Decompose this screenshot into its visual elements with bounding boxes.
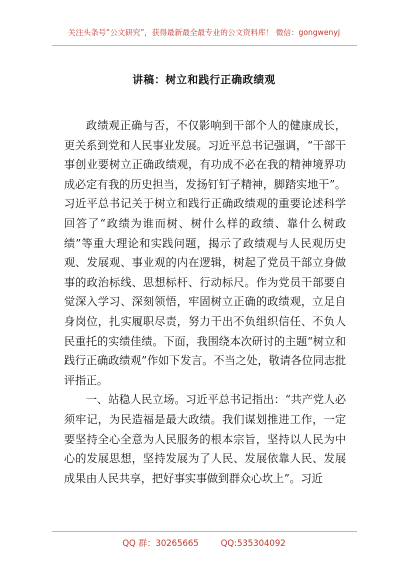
footer-contact: [0, 537, 408, 549]
header-divider: [52, 45, 357, 46]
paragraph-section-one: 一、站稳人民立场。习近平总书记指出：“共产党人必须牢记，为民造福是最大政绩。我们谋划推进工作，一定要坚持全心全意为人民服务的根本宗旨，坚持以人民为中心的发展思想，坚持发展为了人民、发展依靠人民、发展成果由人民共享，把好事实事做到群众心坎上”。习近: [64, 393, 346, 485]
paragraph-intro: 政绩观正确与否，不仅影响到干部个人的健康成长，更关系到党和人民事业发展。习近平总书记强调，“干部干事创业要树立正确政绩观，有功成不必在我的精神境界功成必定有我的历史担当，发扬钉钉子精神，脚踏实地干”。习近平总书记关于树立和践行正确政绩观的重要论述科学回答了“政绩为谁而树、树什么样的政绩、靠什么树政绩”等重大理论和实践问题，揭示了政绩观与人民观历史观、发展观、事业观的内在逻辑，树起了党员干部立身做事的政治标线、思想标杆、行动标尺。作为党员干部要自觉深入学习、深刻领悟，牢固树立正确的政绩观，立足自身岗位，扎实履职尽责，努力干出不负组织信任、不负人民重托的实绩佳绩。下面，我围绕本次研讨的主题“树立和践行正确政绩观”作如下发言。不当之处，敬请各位同志批评指正。: [64, 119, 346, 387]
header-banner: 关注头条号“公文研究”，获得最新最全最专业的公文资料库！ 微信：gongwenyj: [68, 28, 340, 37]
footer-qq: QQ:535304092: [220, 539, 286, 549]
footer-qq-group: QQ 群：30265665: [122, 539, 199, 549]
document-body: [64, 116, 346, 488]
document-title: 讲稿：树立和践行正确政绩观: [132, 74, 276, 86]
footer-divider: [52, 531, 357, 532]
